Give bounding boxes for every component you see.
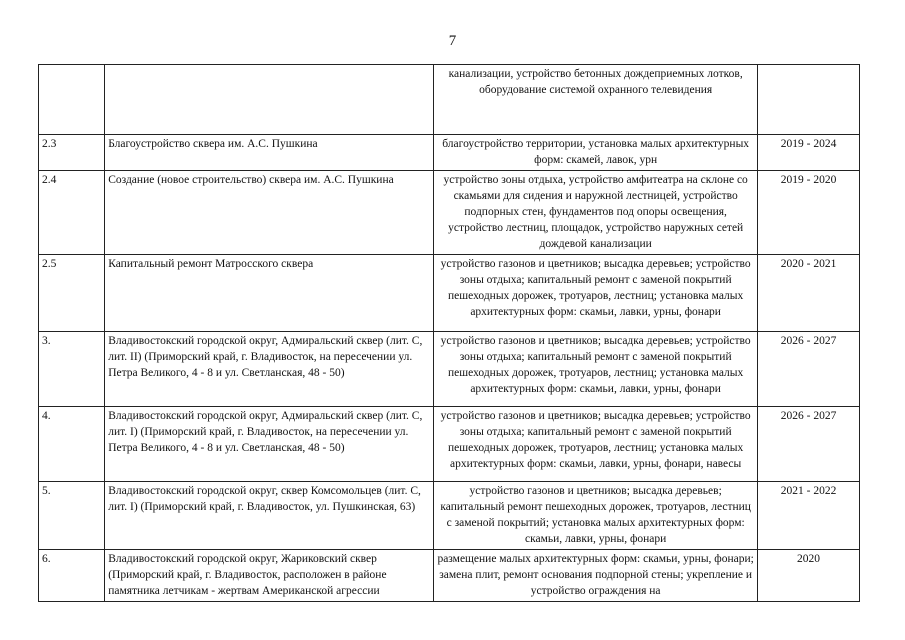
table-row [39, 332, 860, 407]
works-description: устройство газонов и цветников; высадка деревьев; устройство зоны отдыха; капитальный ремонт с заменой покрытий пешеходных дорожек, тротуаров, лестниц; установка малых архитектурных форм: скамьи, лавки, урны, фонари [434, 332, 758, 407]
table-row [39, 135, 860, 171]
years: 2026 - 2027 [758, 332, 860, 407]
row-number: 2.5 [39, 255, 105, 332]
table-row [39, 171, 860, 255]
years: 2020 [758, 550, 860, 602]
object-name: Капитальный ремонт Матросского сквера [105, 255, 434, 332]
row-number: 4. [39, 407, 105, 482]
table-row [39, 407, 860, 482]
works-description: устройство газонов и цветников; высадка деревьев; устройство зоны отдыха; капитальный ремонт с заменой покрытий пешеходных дорожек, тротуаров, лестниц; установка малых архитектурных форм: скамьи, лавки, урны, фонари, навесы [434, 407, 758, 482]
works-description: устройство газонов и цветников; высадка деревьев; капитальный ремонт пешеходных дорожек, тротуаров, лестниц с заменой покрытий; установка малых архитектурных форм: скамьи, лавки, урны, фонари [434, 482, 758, 550]
years: 2019 - 2024 [758, 135, 860, 171]
object-name: Владивостокский городской округ, Жариковский сквер (Приморский край, г. Владивосток, расположен в районе памятника летчикам - жертвам Американской агрессии [105, 550, 434, 602]
works-description: канализации, устройство бетонных дождеприемных лотков, оборудование системой охранного телевидения [434, 65, 758, 135]
works-description: размещение малых архитектурных форм: скамьи, урны, фонари; замена плит, ремонт основания подпорной стены; укрепление и устройство ограждения на [434, 550, 758, 602]
table-row [39, 482, 860, 550]
works-table [38, 64, 860, 602]
row-number: 6. [39, 550, 105, 602]
object-name: Владивостокский городской округ, Адмиральский сквер (лит. С, лит. I) (Приморский край, г. Владивосток, на пересечении ул. Петра Великого, 4 - 8 и ул. Светланская, 48 - 50) [105, 407, 434, 482]
years: 2020 - 2021 [758, 255, 860, 332]
table-row [39, 255, 860, 332]
object-name [105, 65, 434, 135]
row-number: 3. [39, 332, 105, 407]
years: 2019 - 2020 [758, 171, 860, 255]
row-number: 2.3 [39, 135, 105, 171]
works-description: благоустройство территории, установка малых архитектурных форм: скамей, лавок, урн [434, 135, 758, 171]
years [758, 65, 860, 135]
table-row [39, 550, 860, 602]
years: 2026 - 2027 [758, 407, 860, 482]
object-name: Владивостокский городской округ, Адмиральский сквер (лит. С, лит. II) (Приморский край, г. Владивосток, на пересечении ул. Петра Великого, 4 - 8 и ул. Светланская, 48 - 50) [105, 332, 434, 407]
object-name: Благоустройство сквера им. А.С. Пушкина [105, 135, 434, 171]
works-description: устройство газонов и цветников; высадка деревьев; устройство зоны отдыха; капитальный ремонт с заменой покрытий пешеходных дорожек, тротуаров, лестниц; установка малых архитектурных форм: скамьи, лавки, урны, фонари [434, 255, 758, 332]
works-description: устройство зоны отдыха, устройство амфитеатра на склоне со скамьями для сидения и наружной лестницей, устройство подпорных стен, фундаментов под опоры освещения, устройство лестниц, площадок, устройство наружных сетей дождевой канализации [434, 171, 758, 255]
table-row [39, 65, 860, 135]
page-number: 7 [448, 33, 457, 49]
years: 2021 - 2022 [758, 482, 860, 550]
row-number: 5. [39, 482, 105, 550]
row-number: 2.4 [39, 171, 105, 255]
object-name: Владивостокский городской округ, сквер Комсомольцев (лит. С, лит. I) (Приморский край, г. Владивосток, ул. Пушкинская, 63) [105, 482, 434, 550]
object-name: Создание (новое строительство) сквера им. А.С. Пушкина [105, 171, 434, 255]
row-number [39, 65, 105, 135]
